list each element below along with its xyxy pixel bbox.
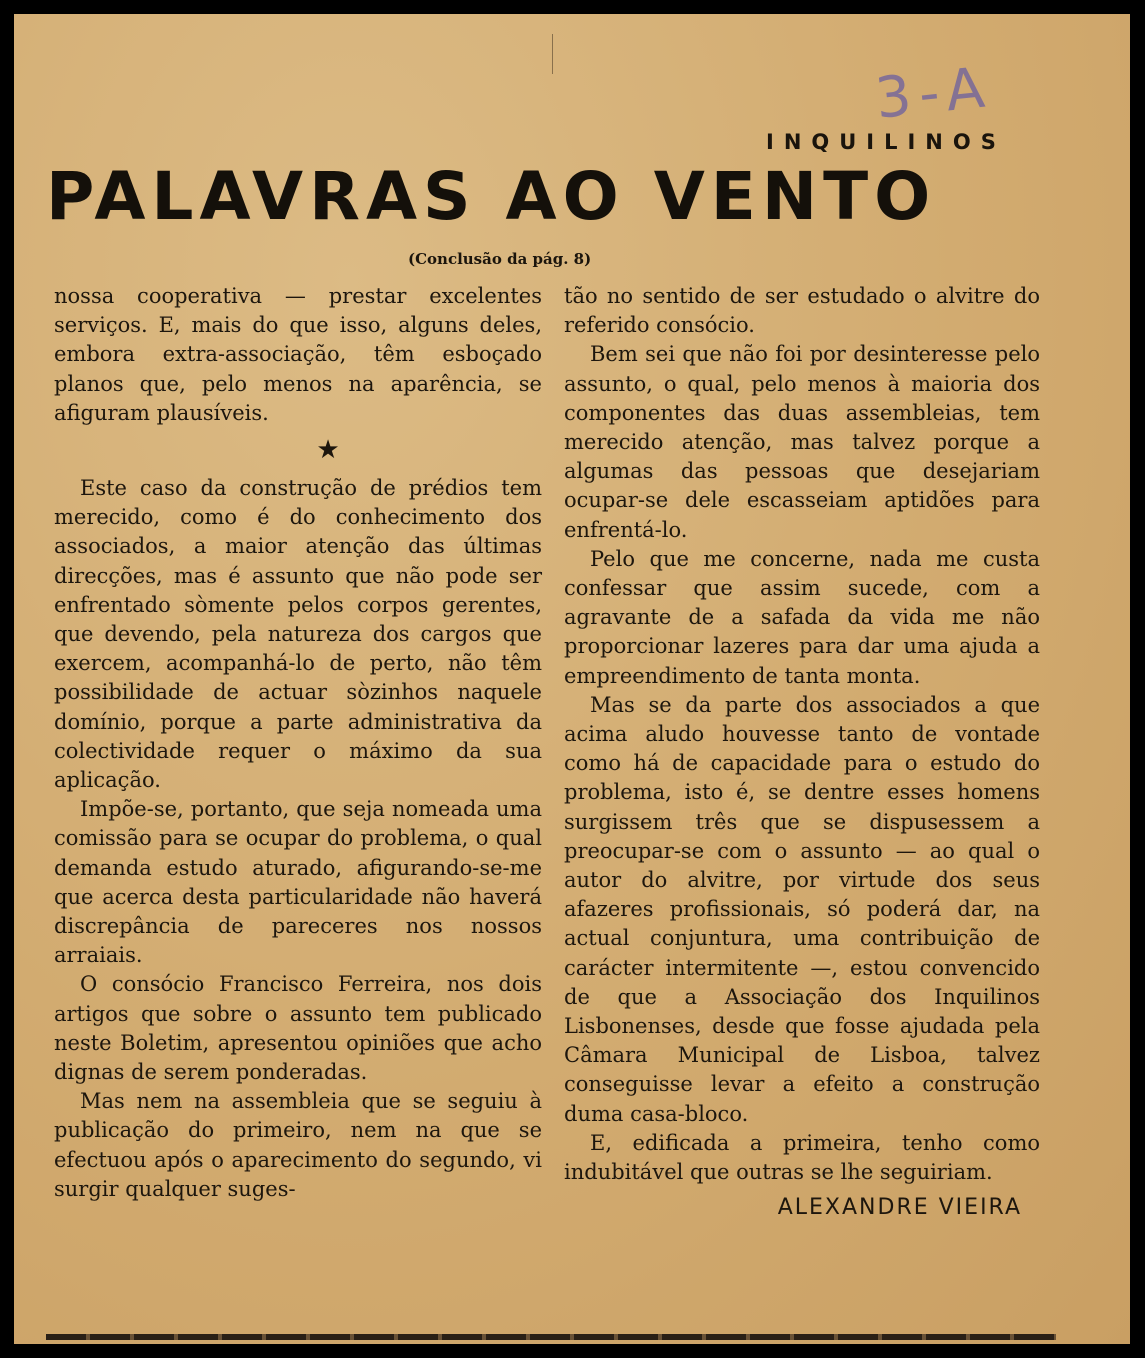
star-icon: ★ — [316, 435, 340, 466]
continuation-note: (Conclusão da pág. 8) — [408, 250, 592, 268]
top-divider — [552, 34, 553, 74]
paragraph: Pelo que me concerne, nada me custa confessar que assim sucede, com a agravante de a safada da vida me não proporcionar lazeres para dar uma ajuda a empreendimento de tanta monta. — [564, 546, 1040, 688]
paragraph: O consócio Francisco Ferreira, nos dois artigos que sobre o assunto tem publicado neste Boletim, apresentou opiniões que acho dignas de serem ponderadas. — [54, 972, 542, 1085]
author-signature: ALEXANDRE VIEIRA — [777, 1195, 1022, 1221]
paragraph: tão no sentido de ser estudado o alvitre do referido consócio. — [564, 284, 1040, 338]
paragraph: Bem sei que não foi por desinteresse pelo assunto, o qual, pelo menos à maioria dos componentes das duas assembleias, tem merecido atenção, mas talvez porque a algumas das pessoas que desejariam ocupar-se dele escasseiam aptidões para enfrentá-lo. — [564, 342, 1040, 542]
paragraph: Mas se da parte dos associados a que acima aludo houvesse tanto de vontade como há de capacidade para o estudo do problema, isto é, se dentre esses homens surgissem três que se dispusessem a preocupar-se com o assunto — ao qual o autor do alvitre, por virtude dos seus afazeres profissionais, só poderá dar, na actual conjuntura, uma contribuição de carácter intermitente —, estou convencido de que a Associação dos Inquilinos Lisbonenses, desde que fosse ajudada pela Câmara Municipal de Lisboa, talvez conseguisse levar a efeito a construção duma casa-bloco. — [564, 692, 1040, 1126]
newspaper-clipping — [14, 14, 1130, 1344]
paragraph: E, edificada a primeira, tenho como indubitável que outras se lhe seguiriam. — [564, 1130, 1040, 1185]
section-kicker: INQUILINOS — [766, 130, 1006, 154]
paragraph: Este caso da construção de prédios tem merecido, como é do conhecimento dos associados, a maior atenção das últimas direcções, mas é assunto que não pode ser enfrentado sòmente pelos corpos gerentes, que devendo, pela natureza dos cargos que exercem, acompanhá-lo de perto, não têm possibilidade de actuar sòzinhos naquele domínio, porque a parte administrativa da colectividade requer o máximo da sua aplicação. — [54, 476, 542, 793]
handwritten-note: 3-A — [872, 54, 996, 132]
paragraph: Mas nem na assembleia que se seguiu à publicação do primeiro, nem na que se efectuou após o aparecimento do segundo, vi surgir qualquer suges- — [54, 1089, 542, 1201]
article-headline: PALAVRAS AO VENTO — [46, 158, 937, 235]
bottom-rule — [46, 1334, 1056, 1340]
paragraph: nossa cooperativa — prestar excelentes serviços. E, mais do que isso, alguns deles, embora extra-associação, têm esboçado planos que, pelo menos na aparência, se afiguram plausíveis. — [54, 284, 542, 425]
left-column — [54, 282, 542, 1204]
right-column — [564, 282, 1040, 1223]
paragraph: Impõe-se, portanto, que seja nomeada uma comissão para se ocupar do problema, o qual demanda estudo aturado, afigurando-se-me que acerca desta particularidade não haverá discrepância de pareceres nos nossos arraiais. — [54, 797, 542, 968]
